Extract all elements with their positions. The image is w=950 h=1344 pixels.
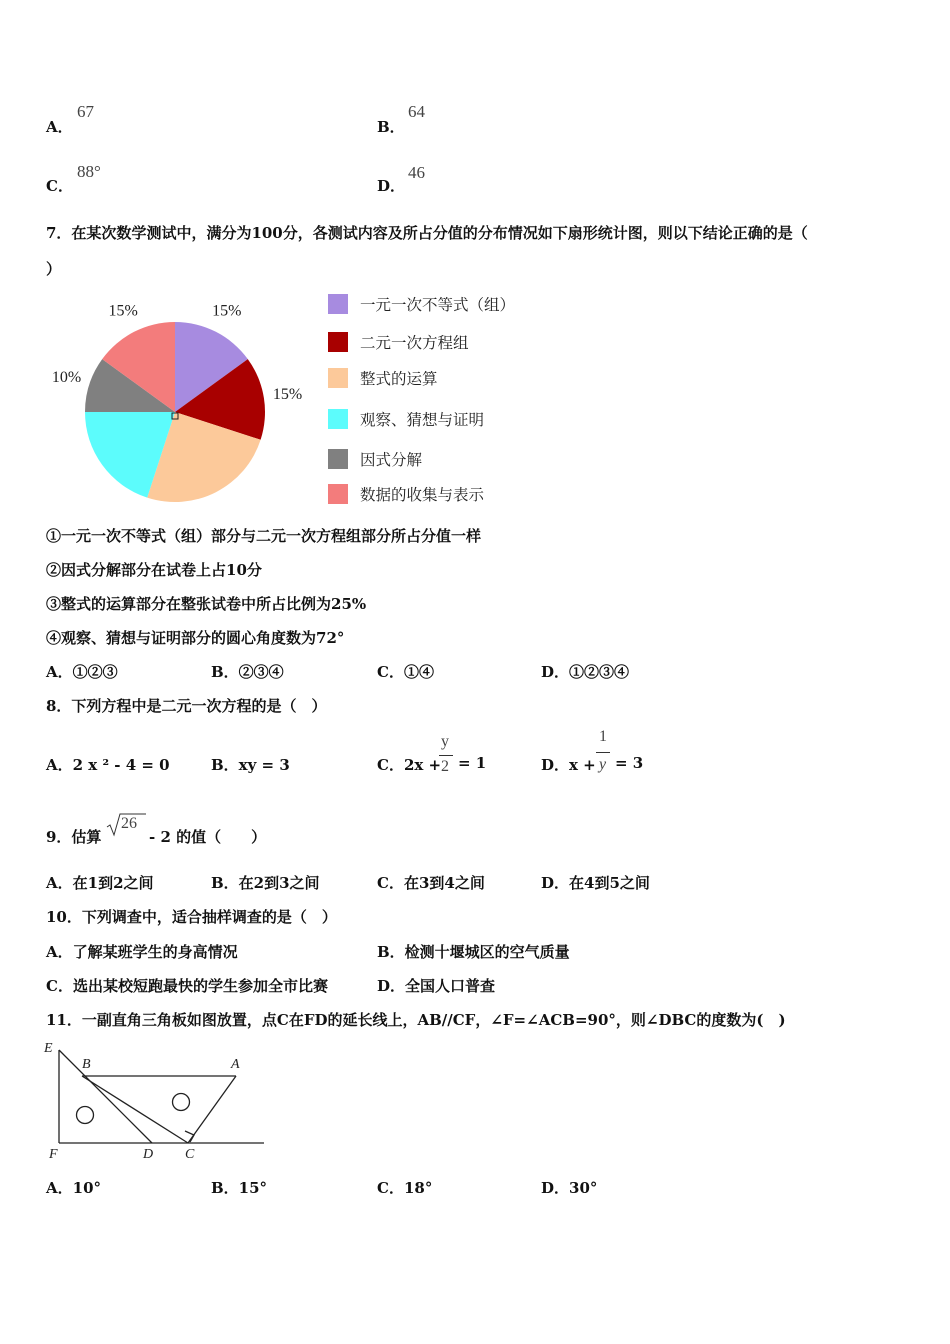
- fraction-numerator: y: [441, 733, 449, 750]
- q11-option-d: D．30°: [541, 1179, 598, 1197]
- q10-option-a: A．了解某班学生的身高情况: [46, 943, 238, 961]
- q6-option-c-letter: C．: [46, 177, 73, 195]
- hole-circle-left: [77, 1107, 94, 1124]
- q7-option-b: B．②③④: [211, 663, 284, 681]
- legend-item: [328, 293, 515, 315]
- line-bc: [82, 1076, 188, 1143]
- legend-label: 整式的运算: [360, 370, 438, 388]
- pie-slice-label: 15%: [108, 302, 138, 320]
- q10-option-b: B．检测十堰城区的空气质量: [377, 943, 570, 961]
- triangle-diagram: [40, 1036, 270, 1166]
- pie-slices: [85, 322, 265, 502]
- legend-label: 观察、猜想与证明: [360, 411, 485, 429]
- q8-option-a: A．2 x ² - 4 = 0: [46, 756, 170, 774]
- q7-stem: 7．在某次数学测试中，满分为100分，各测试内容及所占分值的分布情况如下扇形统计图，则以下结论正确的是（: [46, 224, 808, 242]
- legend-label: 数据的收集与表示: [360, 486, 485, 504]
- legend-swatch: [328, 332, 348, 352]
- q9-stem-prefix: 9．估算: [46, 828, 102, 846]
- q8-option-d-prefix: D．x +: [541, 756, 596, 774]
- q6-option-b-letter: B．: [377, 118, 405, 136]
- point-label-d: D: [143, 1147, 154, 1162]
- hole-circle-right: [173, 1094, 190, 1111]
- q7-stem-cont: ）: [46, 260, 62, 278]
- legend-item: [328, 408, 484, 430]
- q10-option-c: C．选出某校短跑最快的学生参加全市比赛: [46, 977, 328, 995]
- pie-slice-label: 15%: [212, 302, 242, 320]
- q7-statement-4: ④观察、猜想与证明部分的圆心角度数为72°: [46, 629, 345, 647]
- q10-option-d: D．全国人口普查: [377, 977, 496, 995]
- fraction-denominator: 2: [441, 758, 449, 775]
- legend-item: [328, 331, 469, 353]
- legend-label: 一元一次不等式（组）: [360, 296, 516, 314]
- q6-option-a-value: 67: [77, 102, 94, 121]
- pie-slice-label: 15%: [272, 386, 303, 404]
- legend-item: [328, 448, 422, 470]
- q8-option-b: B．xy = 3: [211, 756, 290, 774]
- point-label-c: C: [185, 1147, 195, 1162]
- q8-option-c-suffix: = 1: [458, 754, 487, 772]
- q8-option-d-suffix: = 3: [615, 754, 644, 772]
- q7-statement-2: ②因式分解部分在试卷上占10分: [46, 561, 262, 579]
- legend-swatch: [328, 449, 348, 469]
- pie-slice-label: 10%: [51, 368, 82, 386]
- q9-option-c: C．在3到4之间: [377, 874, 485, 892]
- q6-option-b-value: 64: [408, 102, 425, 121]
- q7-option-a: A．①②③: [46, 663, 118, 681]
- q6-option-d-letter: D．: [377, 177, 406, 195]
- q9-option-d: D．在4到5之间: [541, 874, 650, 892]
- fraction-denominator: y: [599, 756, 607, 773]
- legend-swatch: [328, 294, 348, 314]
- q11-option-a: A．10°: [46, 1179, 102, 1197]
- q7-statement-1: ①一元一次不等式（组）部分与二元一次方程组部分所占分值一样: [46, 527, 482, 545]
- q10-stem: 10．下列调查中，适合抽样调查的是（ ）: [46, 908, 337, 926]
- legend-label: 因式分解: [360, 451, 423, 469]
- q6-option-d-value: 46: [408, 163, 425, 182]
- point-label-f: F: [49, 1147, 58, 1162]
- point-label-b: B: [82, 1057, 91, 1072]
- q8-option-c-prefix: C．2x +: [377, 756, 442, 774]
- q11-stem: 11．一副直角三角板如图放置，点C在FD的延长线上，AB//CF，∠F=∠ACB=90°，则∠DBC的度数为( ): [46, 1011, 786, 1029]
- legend-swatch: [328, 409, 348, 429]
- q6-option-c-value: 88°: [77, 162, 101, 181]
- line-ed: [59, 1050, 152, 1143]
- legend-label: 二元一次方程组: [360, 334, 469, 352]
- q7-option-c: C．①④: [377, 663, 434, 681]
- q9-option-b: B．在2到3之间: [211, 874, 320, 892]
- fraction-bar: [439, 755, 453, 756]
- pie-chart: [30, 290, 330, 520]
- line-ac: [188, 1076, 236, 1143]
- legend-swatch: [328, 368, 348, 388]
- point-label-e: E: [44, 1041, 53, 1056]
- sqrt-radicand: 26: [121, 815, 137, 832]
- q7-statement-3: ③整式的运算部分在整张试卷中所占比例为25%: [46, 595, 367, 613]
- fraction-bar: [596, 752, 610, 753]
- q6-option-a-letter: A．: [46, 118, 73, 136]
- q9-stem-suffix: - 2 的值（ ）: [149, 828, 267, 846]
- q11-option-b: B．15°: [211, 1179, 268, 1197]
- legend-item: [328, 367, 438, 389]
- q9-option-a: A．在1到2之间: [46, 874, 154, 892]
- legend-item: [328, 483, 484, 505]
- q7-option-d: D．①②③④: [541, 663, 630, 681]
- fraction-numerator: 1: [599, 728, 607, 745]
- point-label-a: A: [231, 1057, 240, 1072]
- q11-option-c: C．18°: [377, 1179, 433, 1197]
- legend-swatch: [328, 484, 348, 504]
- pie-legend: [328, 293, 568, 513]
- q8-stem: 8．下列方程中是二元一次方程的是（ ）: [46, 697, 327, 715]
